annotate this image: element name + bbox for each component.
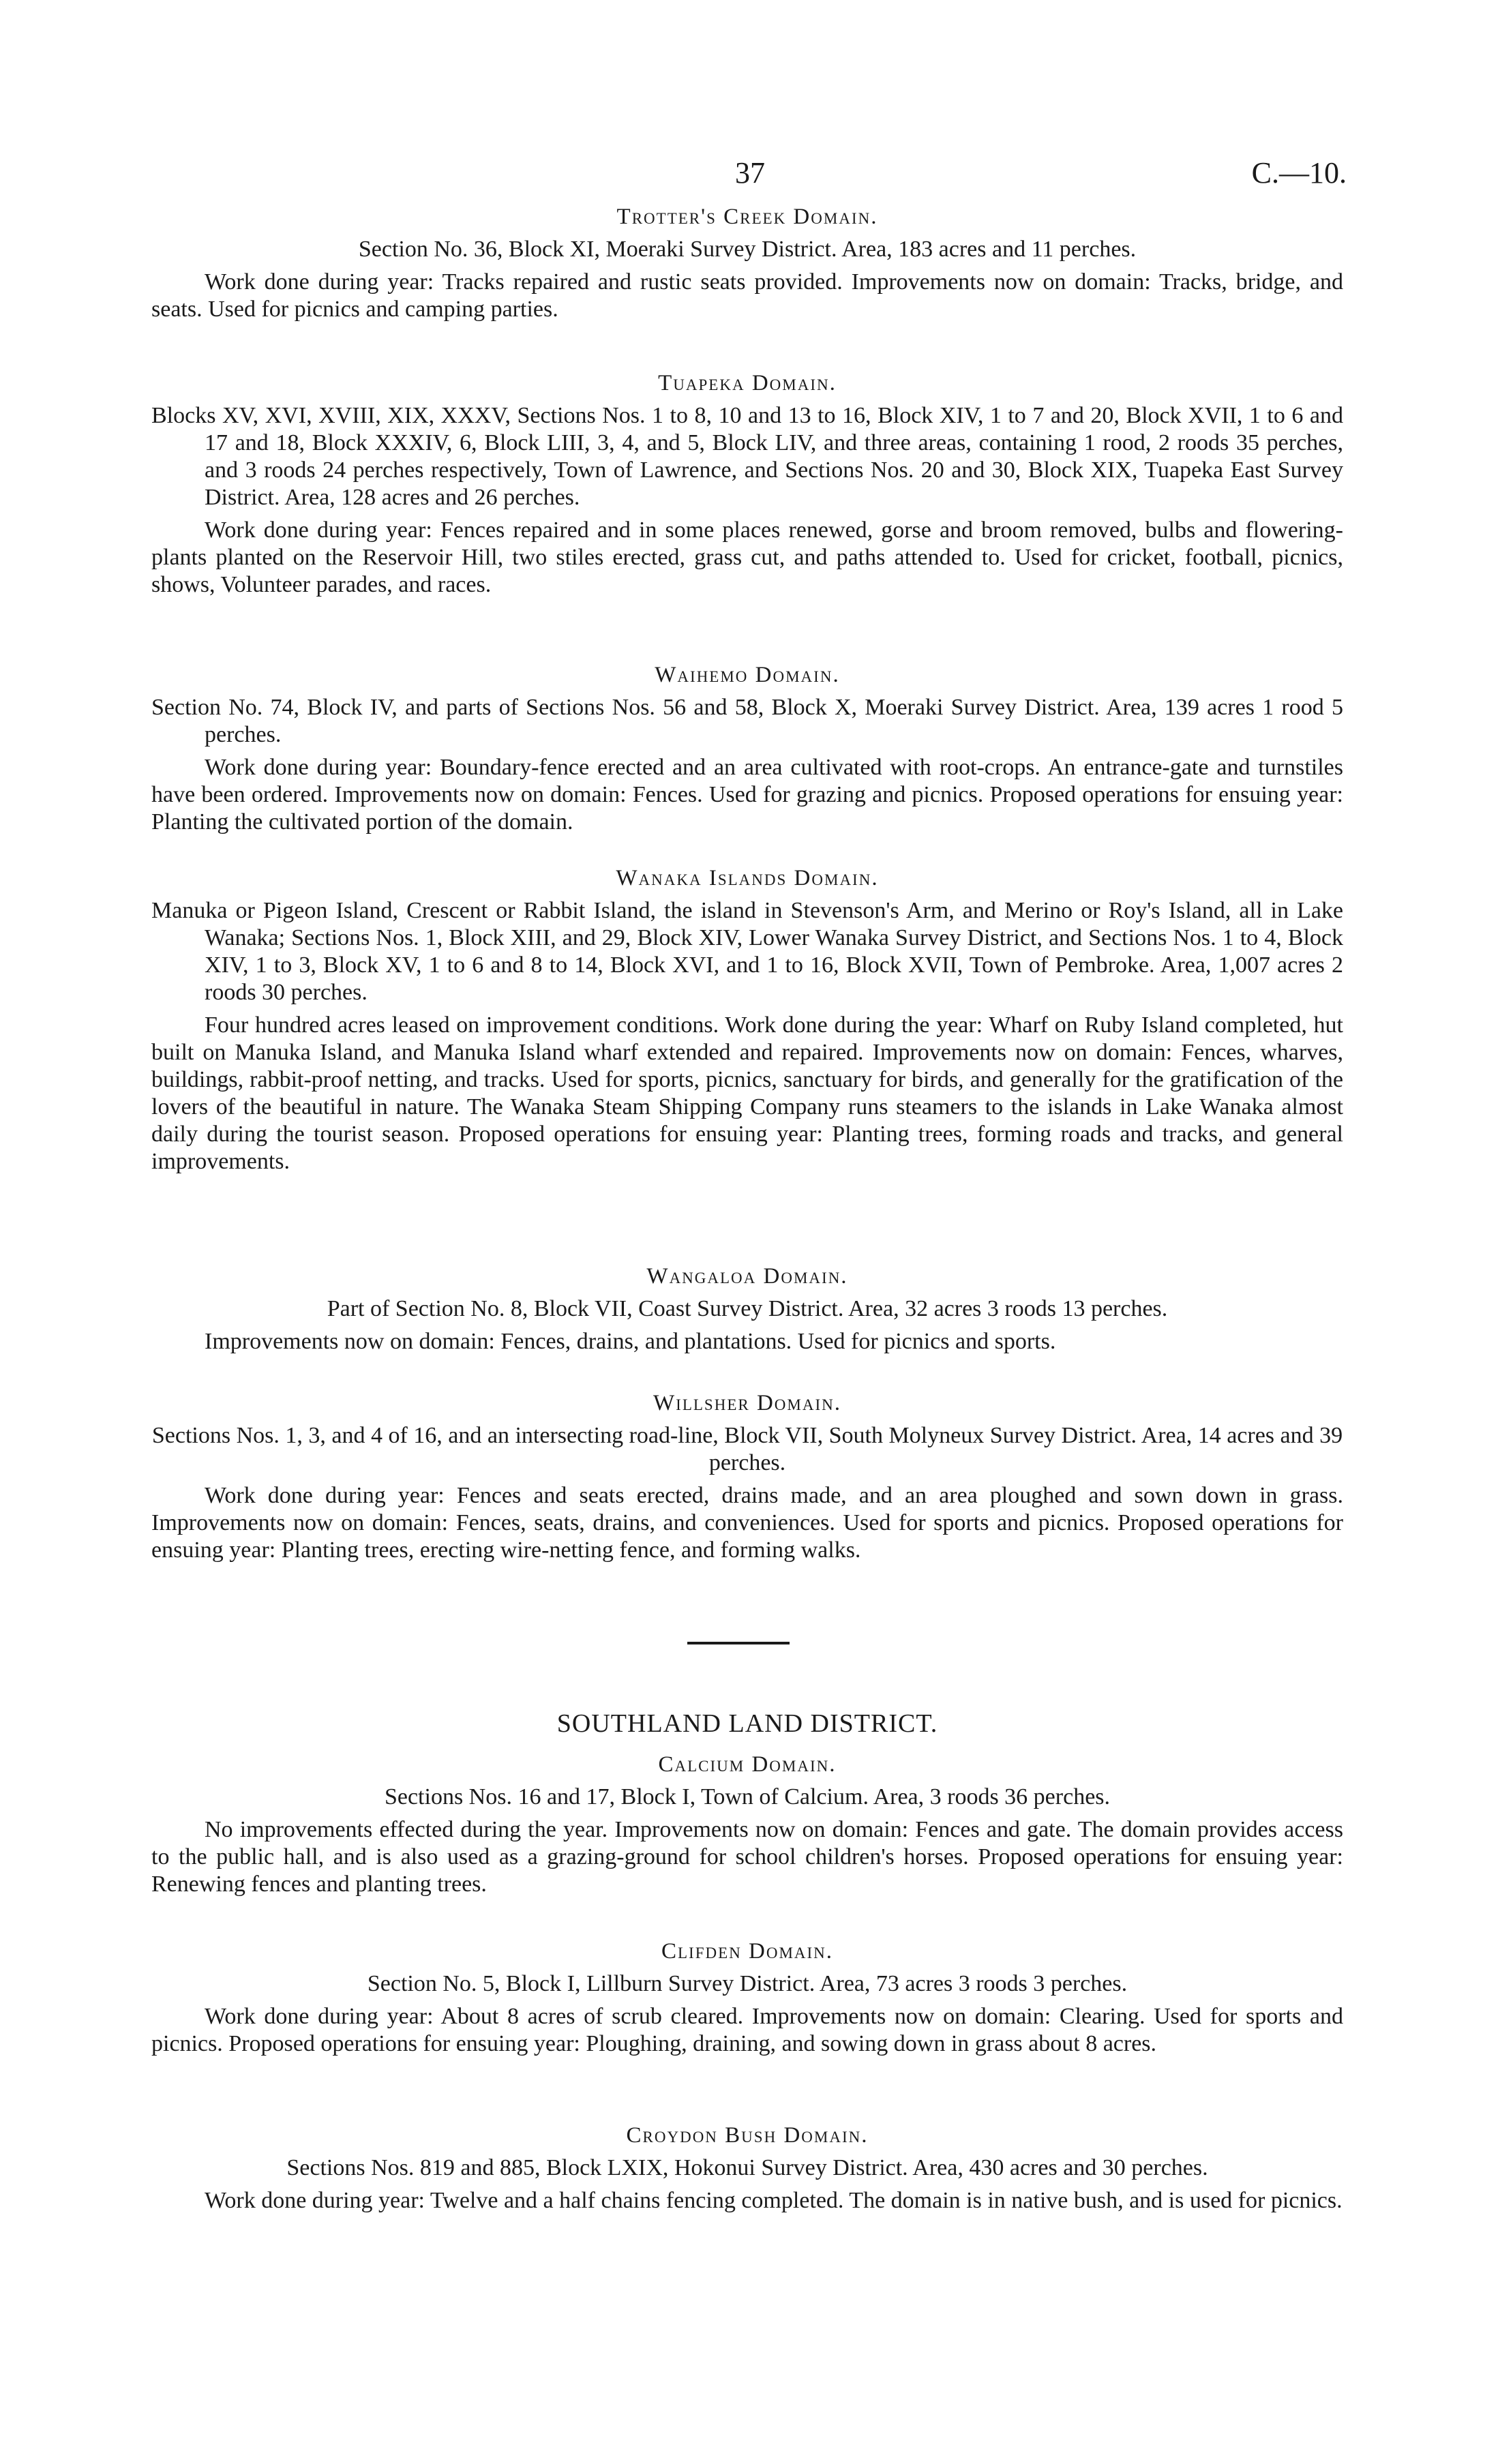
domain-section-wangaloa — [151, 1261, 1343, 1355]
section-divider — [687, 1642, 790, 1644]
section-description: Part of Section No. 8, Block VII, Coast Survey District. Area, 32 acres 3 roods 13 perches. — [327, 1296, 1168, 1321]
section-body: Work done during year: Fences repaired and in some places renewed, gorse and broom removed, bulbs and flowering-plants planted on the Reservoir Hill, two stiles erected, grass cut, and paths attended to. Used for cricket, football, picnics, shows, Volunteer parades, and races. — [151, 517, 1343, 597]
domain-section-clifden — [151, 1936, 1343, 2058]
domain-section-waihemo — [151, 660, 1343, 836]
section-title: Croydon Bush Domain. — [626, 2123, 869, 2148]
domain-section-calcium — [151, 1749, 1343, 1898]
section-description: Sections Nos. 819 and 885, Block LXIX, Hokonui Survey District. Area, 430 acres and 30 perches. — [286, 2155, 1208, 2180]
section-body: Four hundred acres leased on improvement conditions. Work done during the year: Wharf on Ruby Island completed, hut built on Manuka Island, and Manuka Island wharf extended and repaired. Improvements now on domain: Fences, wharves, buildings, rabbit-proof netting, and tracks. Used for sports, picnics, sanctuary for birds, and generally for the gratification of the lovers of the beautiful in nature. The Wanaka Steam Shipping Company runs steamers to the islands in Lake Wanaka almost daily during the tourist season. Proposed operations for ensuing year: Planting trees, forming roads and tracks, and general improvements. — [151, 1012, 1343, 1174]
section-body: Improvements now on domain: Fences, drains, and plantations. Used for picnics and sports. — [205, 1329, 1056, 1354]
section-title: Wangaloa Domain. — [646, 1264, 848, 1289]
section-description: Manuka or Pigeon Island, Crescent or Rabbit Island, the island in Stevenson's Arm, and Merino or Roy's Island, all in Lake Wanaka; Sections Nos. 1, Block XIII, and 29, Block XIV, Lower Wanaka Survey District, and Sections Nos. 1 to 4, Block XIV, 1 to 3, Block XV, 1 to 6 and 8 to 14, Block XVI, and 1 to 16, Block XVII, Town of Pembroke. Area, 1,007 acres 2 roods 30 perches. — [151, 898, 1343, 1005]
section-description: Section No. 74, Block IV, and parts of Sections Nos. 56 and 58, Block X, Moeraki Survey District. Area, 139 acres 1 rood 5 perches. — [151, 695, 1343, 747]
domain-section-croydon-bush — [151, 2120, 1343, 2214]
section-body: Work done during year: Twelve and a half chains fencing completed. The domain is in native bush, and is used for picnics. — [205, 2188, 1343, 2213]
section-title: Clifden Domain. — [661, 1939, 834, 1964]
section-body: Work done during year: About 8 acres of scrub cleared. Improvements now on domain: Clearing. Used for sports and picnics. Proposed operations for ensuing year: Ploughing, draining, and sowing down in grass about 8 acres. — [151, 2004, 1343, 2056]
section-title: Calcium Domain. — [658, 1752, 837, 1777]
domain-section-wanaka-islands — [151, 863, 1343, 1175]
domain-section-tuapeka — [151, 368, 1343, 599]
section-title: Tuapeka Domain. — [658, 371, 837, 395]
document-reference: C.—10. — [1251, 156, 1347, 190]
section-description: Section No. 5, Block I, Lillburn Survey District. Area, 73 acres 3 roods 3 perches. — [367, 1971, 1128, 1996]
section-body: No improvements effected during the year. Improvements now on domain: Fences and gate. The domain provides access to the public hall, and is also used as a grazing-ground for school children's horses. Proposed operations for ensuing year: Renewing fences and planting trees. — [151, 1817, 1343, 1897]
domain-section-trotters-creek — [151, 202, 1343, 323]
section-title: Wanaka Islands Domain. — [616, 866, 879, 890]
section-description: Blocks XV, XVI, XVIII, XIX, XXXV, Sections Nos. 1 to 8, 10 and 13 to 16, Block XIV, 1 to 7 and 20, Block XVII, 1 to 6 and 17 and 18, Block XXXIV, 6, Block LIII, 3, 4, and 5, Block LIV, and three areas, containing 1 rood, 2 roods 35 perches, and 3 roods 24 perches respectively, Town of Lawrence, and Sections Nos. 20 and 30, Block XIX, Tuapeka East Survey District. Area, 128 acres and 26 perches. — [151, 403, 1343, 510]
section-body: Work done during year: Boundary-fence erected and an area cultivated with root-crops. An entrance-gate and turnstiles have been ordered. Improvements now on domain: Fences. Used for grazing and picnics. Proposed operations for ensuing year: Planting the cultivated portion of the domain. — [151, 755, 1343, 835]
section-description: Sections Nos. 16 and 17, Block I, Town of Calcium. Area, 3 roods 36 perches. — [384, 1784, 1111, 1809]
section-description: Sections Nos. 1, 3, and 4 of 16, and an intersecting road-line, Block VII, South Molyneux Survey District. Area, 14 acres and 39 perches. — [151, 1423, 1343, 1475]
section-title: Trotter's Creek Domain. — [616, 205, 878, 229]
district-heading: SOUTHLAND LAND DISTRICT. — [556, 1709, 938, 1738]
domain-section-willsher — [151, 1388, 1343, 1564]
page-number: 37 — [735, 156, 765, 190]
section-description: Section No. 36, Block XI, Moeraki Survey District. Area, 183 acres and 11 perches. — [358, 237, 1137, 262]
section-title: Willsher Domain. — [653, 1391, 841, 1415]
section-title: Waihemo Domain. — [655, 663, 840, 687]
section-body: Work done during year: Fences and seats erected, drains made, and an area ploughed and sown down in grass. Improvements now on domain: Fences, seats, drains, and conveniences. Used for sports and picnics. Proposed operations for ensuing year: Planting trees, erecting wire-netting fence, and forming walks. — [151, 1483, 1343, 1563]
section-body: Work done during year: Tracks repaired and rustic seats provided. Improvements now on domain: Tracks, bridge, and seats. Used for picnics and camping parties. — [151, 269, 1343, 322]
